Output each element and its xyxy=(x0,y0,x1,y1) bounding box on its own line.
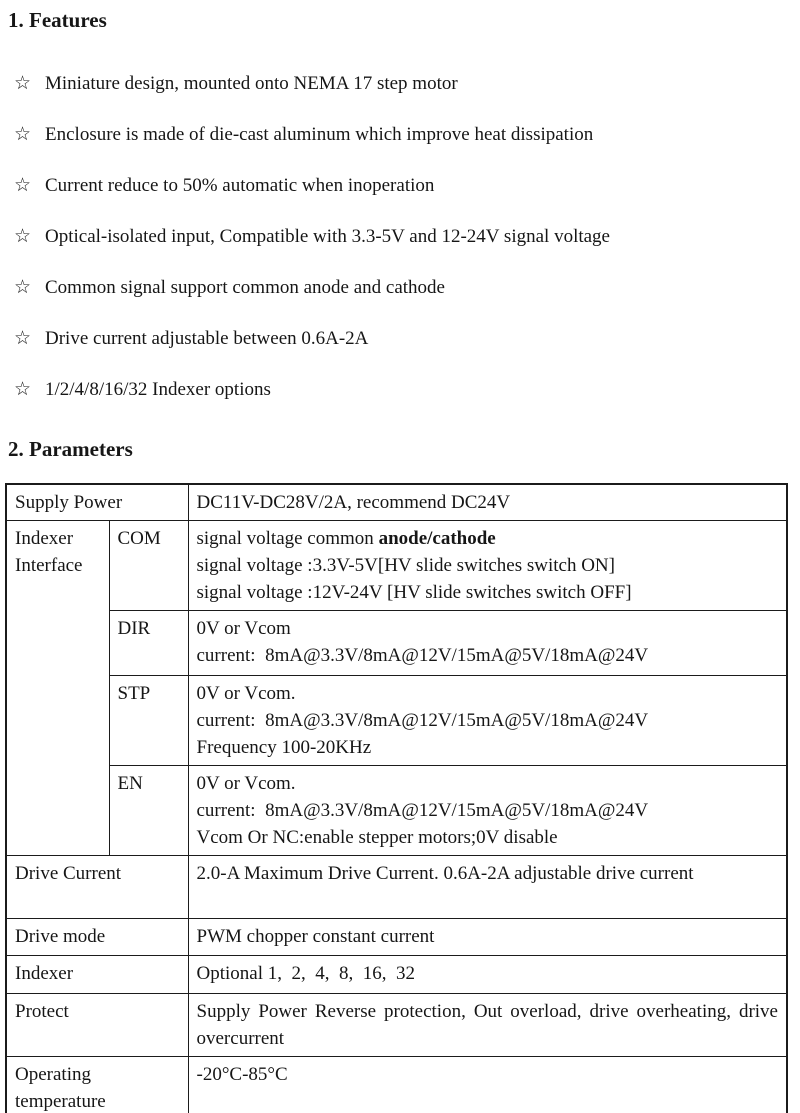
stp-value-line3: Frequency 100-20KHz xyxy=(196,737,372,758)
star-icon: ☆ xyxy=(14,378,32,400)
feature-text: 1/2/4/8/16/32 Indexer options xyxy=(45,379,271,400)
en-value-line1: 0V or Vcom. xyxy=(196,773,296,794)
features-list xyxy=(14,70,793,403)
table-row-com xyxy=(6,521,787,611)
stp-value-line1: 0V or Vcom. xyxy=(196,683,296,704)
drive-mode-value: PWM chopper constant current xyxy=(188,919,787,956)
drive-mode-label: Drive mode xyxy=(6,919,188,956)
com-line1-text: signal voltage common xyxy=(196,528,379,549)
protect-label: Protect xyxy=(6,994,188,1057)
stp-value xyxy=(188,676,787,766)
dir-value-line2: current: 8mA@3.3V/8mA@12V/15mA@5V/18mA@24V xyxy=(196,645,649,666)
star-icon: ☆ xyxy=(14,327,32,349)
com-label: COM xyxy=(109,521,188,611)
stp-label: STP xyxy=(109,676,188,766)
drive-current-value: 2.0-A Maximum Drive Current. 0.6A-2A adjustable drive current xyxy=(188,856,787,919)
table-row-en xyxy=(6,766,787,856)
star-icon: ☆ xyxy=(14,225,32,247)
stp-value-line2: current: 8mA@3.3V/8mA@12V/15mA@5V/18mA@24V xyxy=(196,710,649,731)
table-row-protect xyxy=(6,994,787,1057)
com-line1-bold-text: anode/cathode xyxy=(378,528,496,549)
parameters-table xyxy=(5,483,788,1113)
com-value-line2: signal voltage :3.3V-5V[HV slide switches switch ON] xyxy=(196,555,615,576)
dir-label: DIR xyxy=(109,611,188,676)
indexer-value: Optional 1, 2, 4, 8, 16, 32 xyxy=(188,956,787,994)
table-row-drive-current xyxy=(6,856,787,919)
features-heading: 1. Features xyxy=(8,8,107,32)
drive-current-label: Drive Current xyxy=(6,856,188,919)
protect-value: Supply Power Reverse protection, Out overload, drive overheating, drive overcurrent xyxy=(188,994,787,1057)
dir-value xyxy=(188,611,787,676)
feature-text: Miniature design, mounted onto NEMA 17 step motor xyxy=(45,73,458,94)
en-value-line2: current: 8mA@3.3V/8mA@12V/15mA@5V/18mA@24V xyxy=(196,800,649,821)
feature-item xyxy=(14,376,793,403)
feature-item xyxy=(14,325,793,352)
parameters-heading: 2. Parameters xyxy=(8,437,133,461)
feature-item xyxy=(14,172,793,199)
feature-text: Drive current adjustable between 0.6A-2A xyxy=(45,328,369,349)
feature-text: Enclosure is made of die-cast aluminum which improve heat dissipation xyxy=(45,124,594,145)
supply-power-value: DC11V-DC28V/2A, recommend DC24V xyxy=(188,484,787,521)
en-value xyxy=(188,766,787,856)
indexer-label: Indexer xyxy=(6,956,188,994)
en-value-line3: Vcom Or NC:enable stepper motors;0V disable xyxy=(196,827,558,848)
table-row-supply-power xyxy=(6,484,787,521)
operating-temperature-value: -20°C-85°C xyxy=(188,1057,787,1113)
feature-item xyxy=(14,121,793,148)
supply-power-label: Supply Power xyxy=(6,484,188,521)
com-value-line3: signal voltage :12V-24V [HV slide switches switch OFF] xyxy=(196,582,632,603)
table-row-operating-temperature xyxy=(6,1057,787,1113)
feature-item xyxy=(14,274,793,301)
feature-item xyxy=(14,223,793,250)
feature-text: Optical-isolated input, Compatible with 3.3-5V and 12-24V signal voltage xyxy=(45,226,610,247)
star-icon: ☆ xyxy=(14,123,32,145)
feature-text: Current reduce to 50% automatic when inoperation xyxy=(45,175,435,196)
operating-temperature-label: Operating temperature xyxy=(6,1057,188,1113)
table-row-dir xyxy=(6,611,787,676)
com-value-line1 xyxy=(197,525,779,552)
com-value xyxy=(188,521,787,611)
dir-value-line1: 0V or Vcom xyxy=(196,618,291,639)
en-label: EN xyxy=(109,766,188,856)
indexer-interface-label: Indexer Interface xyxy=(6,521,109,856)
star-icon: ☆ xyxy=(14,276,32,298)
table-row-drive-mode xyxy=(6,919,787,956)
star-icon: ☆ xyxy=(14,174,32,196)
feature-item xyxy=(14,70,793,97)
table-row-stp xyxy=(6,676,787,766)
star-icon: ☆ xyxy=(14,72,32,94)
table-row-indexer xyxy=(6,956,787,994)
feature-text: Common signal support common anode and cathode xyxy=(45,277,445,298)
